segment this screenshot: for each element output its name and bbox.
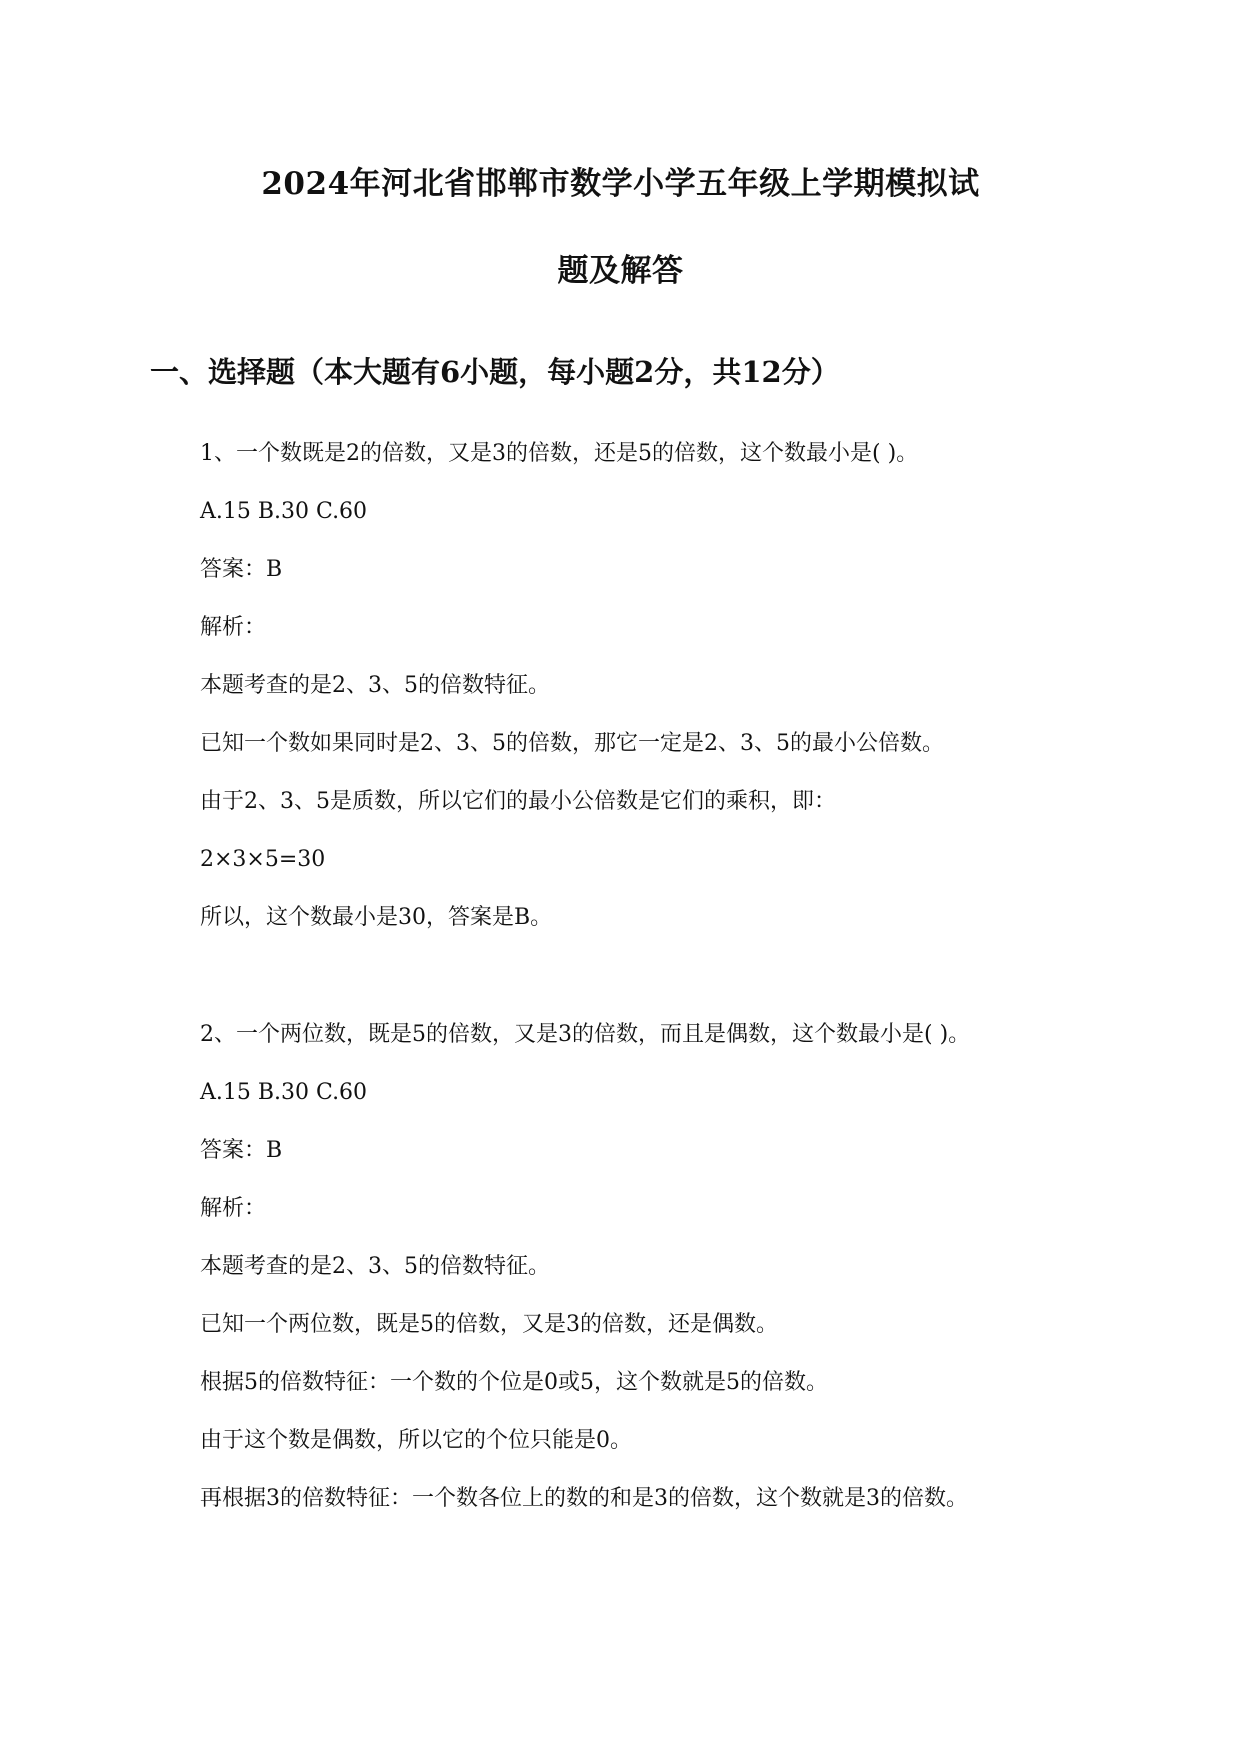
analysis-line: 根据5的倍数特征：一个数的个位是0或5，这个数就是5的倍数。 (200, 1370, 828, 1395)
analysis-line: 再根据3的倍数特征：一个数各位上的数的和是3的倍数，这个数就是3的倍数。 (200, 1486, 968, 1511)
analysis-equation: 2×3×5=30 (200, 847, 326, 872)
question-1-analysis-label: 解析： (200, 615, 267, 640)
analysis-line: 本题考查的是2、3、5的倍数特征。 (200, 673, 550, 698)
question-1-answer: 答案：B (200, 557, 283, 582)
question-1-text: 1、一个数既是2的倍数，又是3的倍数，还是5的倍数，这个数最小是( )。 (200, 441, 919, 466)
analysis-conclusion: 所以，这个数最小是30，答案是B。 (200, 905, 553, 930)
question-2-options: A.15 B.30 C.60 (200, 1080, 368, 1105)
question-1-options: A.15 B.30 C.60 (200, 499, 368, 524)
section-heading: 一、选择题（本大题有6小题，每小题2分，共12分） (150, 355, 840, 389)
analysis-line: 本题考查的是2、3、5的倍数特征。 (200, 1254, 550, 1279)
question-2-answer: 答案：B (200, 1138, 283, 1163)
document-title-line-1: 2024年河北省邯郸市数学小学五年级上学期模拟试 (261, 166, 980, 202)
question-2-text: 2、一个两位数，既是5的倍数，又是3的倍数，而且是偶数，这个数最小是( )。 (200, 1022, 971, 1047)
question-2-analysis-label: 解析： (200, 1196, 267, 1221)
analysis-line: 由于2、3、5是质数，所以它们的最小公倍数是它们的乘积，即： (200, 789, 836, 814)
analysis-line: 由于这个数是偶数，所以它的个位只能是0。 (200, 1428, 632, 1453)
analysis-line: 已知一个数如果同时是2、3、5的倍数，那它一定是2、3、5的最小公倍数。 (200, 731, 944, 756)
document-title-line-2: 题及解答 (557, 253, 684, 289)
analysis-line: 已知一个两位数，既是5的倍数，又是3的倍数，还是偶数。 (200, 1312, 778, 1337)
